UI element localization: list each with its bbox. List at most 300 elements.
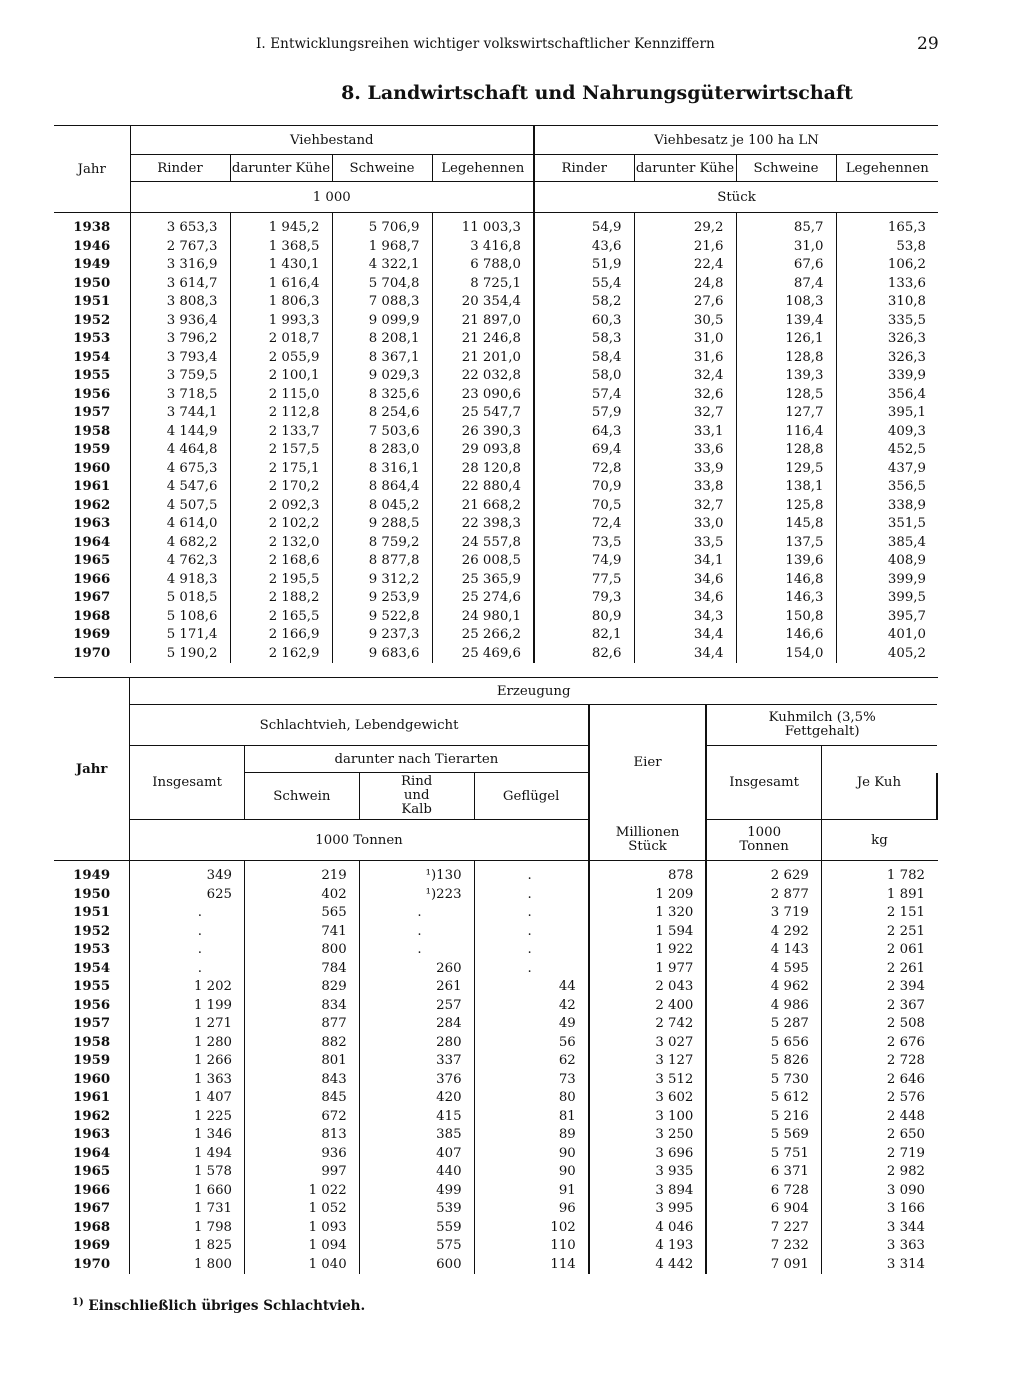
table-row: [54, 904, 938, 923]
value-cell: 33,0: [634, 515, 736, 534]
value-cell: 77,5: [534, 571, 634, 590]
value-cell: 452,5: [836, 441, 938, 460]
value-cell: 399,9: [836, 571, 938, 590]
value-cell: 2 168,6: [230, 552, 332, 571]
value-cell: 3 127: [589, 1052, 707, 1071]
value-cell: 74,9: [534, 552, 634, 571]
year-cell: 1949: [73, 257, 111, 272]
value-cell: 8 316,1: [332, 460, 432, 479]
table-row: [54, 423, 938, 442]
value-cell: 1 891: [821, 886, 937, 905]
value-cell: 3 936,4: [130, 312, 230, 331]
value-cell: 8 254,6: [332, 404, 432, 423]
year-cell: 1954: [73, 960, 111, 976]
col-header: Schweine: [736, 155, 836, 182]
value-cell: 116,4: [736, 423, 836, 442]
running-head: I. Entwicklungsreihen wichtiger volkswirtschaftlicher Kennziffern: [256, 36, 715, 52]
value-cell: .: [474, 904, 589, 923]
value-cell: 834: [245, 997, 360, 1016]
value-cell: 1 346: [130, 1126, 245, 1145]
value-cell: 8 877,8: [332, 552, 432, 571]
value-cell: 2 115,0: [230, 386, 332, 405]
value-cell: 408,9: [836, 552, 938, 571]
value-cell: 4 292: [706, 923, 821, 942]
value-cell: 5 706,9: [332, 219, 432, 238]
value-cell: 96: [474, 1200, 589, 1219]
value-cell: 3 314: [821, 1256, 937, 1275]
value-cell: 58,3: [534, 330, 634, 349]
value-cell: 1 052: [245, 1200, 360, 1219]
value-cell: 87,4: [736, 275, 836, 294]
value-cell: 89: [474, 1126, 589, 1145]
value-cell: 2 400: [589, 997, 707, 1016]
value-cell: 79,3: [534, 589, 634, 608]
value-cell: 145,8: [736, 515, 836, 534]
value-cell: 1 094: [245, 1237, 360, 1256]
value-cell: 67,6: [736, 256, 836, 275]
value-cell: 261: [359, 978, 474, 997]
value-cell: 409,3: [836, 423, 938, 442]
table-row: [54, 1052, 938, 1071]
value-cell: 3 793,4: [130, 349, 230, 368]
year-cell: 1950: [73, 275, 111, 291]
year-cell: 1962: [73, 1108, 111, 1124]
value-cell: 62: [474, 1052, 589, 1071]
footnote: [72, 1297, 365, 1314]
year-cell: 1963: [73, 516, 111, 531]
value-cell: 22 398,3: [432, 515, 534, 534]
value-cell: 24 980,1: [432, 608, 534, 627]
value-cell: 80: [474, 1089, 589, 1108]
table-row: [54, 1182, 938, 1201]
value-cell: 356,4: [836, 386, 938, 405]
table-row: [54, 293, 938, 312]
value-cell: 2 261: [821, 960, 937, 979]
value-cell: 114: [474, 1256, 589, 1275]
value-cell: 1 806,3: [230, 293, 332, 312]
value-cell: 4 507,5: [130, 497, 230, 516]
year-cell: 1961: [73, 479, 111, 494]
value-cell: 1 945,2: [230, 219, 332, 238]
unit-eier: Millionen Stück: [589, 820, 707, 861]
value-cell: .: [130, 941, 245, 960]
value-cell: 8 725,1: [432, 275, 534, 294]
value-cell: 82,1: [534, 626, 634, 645]
value-cell: 349: [130, 867, 245, 886]
value-cell: 1 825: [130, 1237, 245, 1256]
value-cell: 3 894: [589, 1182, 707, 1201]
year-cell: 1957: [73, 1016, 111, 1031]
group-kuhmilch: Kuhmilch (3,5% Fettgehalt): [706, 705, 937, 746]
year-cell: 1959: [73, 1053, 111, 1068]
value-cell: 44: [474, 978, 589, 997]
value-cell: 829: [245, 978, 360, 997]
value-cell: 6 904: [706, 1200, 821, 1219]
table-row: [54, 386, 938, 405]
value-cell: 2 646: [821, 1071, 937, 1090]
value-cell: 3 719: [706, 904, 821, 923]
value-cell: 1 199: [130, 997, 245, 1016]
value-cell: 2 132,0: [230, 534, 332, 553]
year-cell: 1962: [73, 497, 111, 513]
value-cell: 4 442: [589, 1256, 707, 1275]
value-cell: 25 274,6: [432, 589, 534, 608]
value-cell: 21 668,2: [432, 497, 534, 516]
year-cell: 1969: [73, 627, 111, 642]
value-cell: 2 055,9: [230, 349, 332, 368]
value-cell: 55,4: [534, 275, 634, 294]
value-cell: 5 018,5: [130, 589, 230, 608]
value-cell: 1 731: [130, 1200, 245, 1219]
production-table-body: [54, 861, 938, 1275]
value-cell: 1 922: [589, 941, 707, 960]
table-row: [54, 1237, 938, 1256]
year-cell: 1964: [73, 534, 111, 550]
value-cell: 4 682,2: [130, 534, 230, 553]
value-cell: 30,5: [634, 312, 736, 331]
value-cell: 2 394: [821, 978, 937, 997]
value-cell: 82,6: [534, 645, 634, 664]
value-cell: 29,2: [634, 219, 736, 238]
year-cell: 1946: [73, 238, 111, 254]
value-cell: 60,3: [534, 312, 634, 331]
value-cell: 437,9: [836, 460, 938, 479]
value-cell: 58,0: [534, 367, 634, 386]
year-cell: 1956: [73, 997, 111, 1013]
value-cell: 600: [359, 1256, 474, 1275]
value-cell: 25 266,2: [432, 626, 534, 645]
value-cell: 4 675,3: [130, 460, 230, 479]
value-cell: 4 962: [706, 978, 821, 997]
value-cell: 2 175,1: [230, 460, 332, 479]
value-cell: 5 287: [706, 1015, 821, 1034]
table-row: [54, 1015, 938, 1034]
year-cell: 1964: [73, 1145, 111, 1161]
value-cell: 31,6: [634, 349, 736, 368]
value-cell: 8 864,4: [332, 478, 432, 497]
value-cell: 843: [245, 1071, 360, 1090]
value-cell: .: [474, 941, 589, 960]
value-cell: 8 045,2: [332, 497, 432, 516]
value-cell: 34,1: [634, 552, 736, 571]
value-cell: 91: [474, 1182, 589, 1201]
value-cell: 3 796,2: [130, 330, 230, 349]
value-cell: 5 826: [706, 1052, 821, 1071]
value-cell: 49: [474, 1015, 589, 1034]
value-cell: 139,4: [736, 312, 836, 331]
value-cell: 4 144,9: [130, 423, 230, 442]
value-cell: 2 165,5: [230, 608, 332, 627]
value-cell: 3 027: [589, 1034, 707, 1053]
value-cell: 5 190,2: [130, 645, 230, 664]
value-cell: 326,3: [836, 349, 938, 368]
unit-right: Stück: [534, 182, 938, 213]
value-cell: 878: [589, 867, 707, 886]
table-row: [54, 589, 938, 608]
value-cell: 42: [474, 997, 589, 1016]
value-cell: 2 251: [821, 923, 937, 942]
value-cell: 559: [359, 1219, 474, 1238]
year-cell: 1970: [73, 1256, 111, 1272]
livestock-table: [54, 125, 938, 663]
eier-spacer: [937, 773, 938, 820]
value-cell: .: [359, 923, 474, 942]
value-cell: 440: [359, 1163, 474, 1182]
value-cell: 1 430,1: [230, 256, 332, 275]
value-cell: 9 288,5: [332, 515, 432, 534]
value-cell: 415: [359, 1108, 474, 1127]
value-cell: 3 363: [821, 1237, 937, 1256]
value-cell: 1 993,3: [230, 312, 332, 331]
value-cell: 165,3: [836, 219, 938, 238]
value-cell: 9 099,9: [332, 312, 432, 331]
value-cell: .: [474, 886, 589, 905]
value-cell: 6 728: [706, 1182, 821, 1201]
value-cell: 146,8: [736, 571, 836, 590]
value-cell: 70,5: [534, 497, 634, 516]
value-cell: 2 676: [821, 1034, 937, 1053]
value-cell: 26 390,3: [432, 423, 534, 442]
value-cell: 801: [245, 1052, 360, 1071]
value-cell: 2 102,2: [230, 515, 332, 534]
value-cell: 420: [359, 1089, 474, 1108]
value-cell: 7 091: [706, 1256, 821, 1275]
value-cell: 1 594: [589, 923, 707, 942]
unit-kg: kg: [821, 820, 937, 861]
value-cell: 219: [245, 867, 360, 886]
year-cell: 1959: [73, 442, 111, 457]
value-cell: 102: [474, 1219, 589, 1238]
value-cell: 32,7: [634, 497, 736, 516]
value-cell: 90: [474, 1163, 589, 1182]
value-cell: 2 162,9: [230, 645, 332, 664]
year-cell: 1949: [73, 868, 111, 883]
value-cell: 395,7: [836, 608, 938, 627]
value-cell: 2 170,2: [230, 478, 332, 497]
value-cell: 25 547,7: [432, 404, 534, 423]
value-cell: 22,4: [634, 256, 736, 275]
year-cell: 1951: [73, 905, 111, 920]
year-cell: 1956: [73, 386, 111, 402]
value-cell: 5 569: [706, 1126, 821, 1145]
page-number: 29: [917, 34, 939, 54]
value-cell: 32,4: [634, 367, 736, 386]
value-cell: 57,9: [534, 404, 634, 423]
col-schwein: Schwein: [245, 773, 360, 820]
value-cell: 6 788,0: [432, 256, 534, 275]
value-cell: 129,5: [736, 460, 836, 479]
year-cell: 1953: [73, 331, 111, 346]
production-table: [54, 677, 938, 1274]
value-cell: 34,4: [634, 645, 736, 664]
col-header: Rinder: [130, 155, 230, 182]
value-cell: 9 312,2: [332, 571, 432, 590]
value-cell: 741: [245, 923, 360, 942]
value-cell: 3 614,7: [130, 275, 230, 294]
value-cell: 339,9: [836, 367, 938, 386]
value-cell: 70,9: [534, 478, 634, 497]
value-cell: .: [130, 904, 245, 923]
value-cell: 2 576: [821, 1089, 937, 1108]
value-cell: 128,8: [736, 441, 836, 460]
value-cell: 9 029,3: [332, 367, 432, 386]
value-cell: 6 371: [706, 1163, 821, 1182]
year-cell: 1952: [73, 312, 111, 328]
value-cell: 22 880,4: [432, 478, 534, 497]
value-cell: 8 325,6: [332, 386, 432, 405]
value-cell: 936: [245, 1145, 360, 1164]
value-cell: ¹)130: [359, 867, 474, 886]
year-cell: 1966: [73, 571, 111, 587]
table-row: [54, 534, 938, 553]
value-cell: 150,8: [736, 608, 836, 627]
value-cell: 8 759,2: [332, 534, 432, 553]
value-cell: 28 120,8: [432, 460, 534, 479]
col-header: Rinder: [534, 155, 634, 182]
footnote-marker: 1): [72, 1297, 84, 1308]
year-cell: 1970: [73, 645, 111, 661]
value-cell: 1 320: [589, 904, 707, 923]
col-rind-und-kalb: Rind und Kalb: [359, 773, 474, 820]
table-row: [54, 645, 938, 664]
year-cell: 1967: [73, 590, 111, 605]
value-cell: 1 271: [130, 1015, 245, 1034]
value-cell: 2 157,5: [230, 441, 332, 460]
col-eier: Eier: [589, 705, 707, 820]
value-cell: 2 151: [821, 904, 937, 923]
value-cell: 5 612: [706, 1089, 821, 1108]
value-cell: 1 660: [130, 1182, 245, 1201]
value-cell: 2 133,7: [230, 423, 332, 442]
value-cell: 34,4: [634, 626, 736, 645]
value-cell: 146,3: [736, 589, 836, 608]
value-cell: 625: [130, 886, 245, 905]
col-header: darunter Kühe: [230, 155, 332, 182]
year-cell: 1950: [73, 886, 111, 902]
value-cell: 3 416,8: [432, 238, 534, 257]
value-cell: 1 363: [130, 1071, 245, 1090]
table-row: [54, 1145, 938, 1164]
value-cell: 21 246,8: [432, 330, 534, 349]
table-row: [54, 886, 938, 905]
year-cell: 1953: [73, 942, 111, 957]
value-cell: 2 043: [589, 978, 707, 997]
value-cell: 34,6: [634, 589, 736, 608]
value-cell: 2 112,8: [230, 404, 332, 423]
livestock-table-body: [54, 213, 938, 664]
value-cell: 3 718,5: [130, 386, 230, 405]
value-cell: 5 216: [706, 1108, 821, 1127]
value-cell: 4 143: [706, 941, 821, 960]
value-cell: 2 719: [821, 1145, 937, 1164]
value-cell: 80,9: [534, 608, 634, 627]
value-cell: 310,8: [836, 293, 938, 312]
value-cell: 2 092,3: [230, 497, 332, 516]
value-cell: 539: [359, 1200, 474, 1219]
value-cell: 2 367: [821, 997, 937, 1016]
value-cell: 3 100: [589, 1108, 707, 1127]
value-cell: 58,2: [534, 293, 634, 312]
table-row: [54, 460, 938, 479]
value-cell: 33,5: [634, 534, 736, 553]
value-cell: 4 986: [706, 997, 821, 1016]
value-cell: 1 968,7: [332, 238, 432, 257]
value-cell: 326,3: [836, 330, 938, 349]
year-cell: 1968: [73, 608, 111, 624]
value-cell: 8 367,1: [332, 349, 432, 368]
value-cell: 4 595: [706, 960, 821, 979]
value-cell: 997: [245, 1163, 360, 1182]
value-cell: 138,1: [736, 478, 836, 497]
value-cell: 20 354,4: [432, 293, 534, 312]
year-cell: 1951: [73, 294, 111, 309]
value-cell: 5 730: [706, 1071, 821, 1090]
value-cell: 2 100,1: [230, 367, 332, 386]
value-cell: 33,9: [634, 460, 736, 479]
value-cell: 1 022: [245, 1182, 360, 1201]
year-cell: 1954: [73, 349, 111, 365]
table-row: [54, 978, 938, 997]
value-cell: 3 166: [821, 1200, 937, 1219]
value-cell: 845: [245, 1089, 360, 1108]
value-cell: 31,0: [736, 238, 836, 257]
col-insgesamt: Insgesamt: [130, 746, 245, 820]
value-cell: 2 629: [706, 867, 821, 886]
value-cell: 3 316,9: [130, 256, 230, 275]
value-cell: 56: [474, 1034, 589, 1053]
value-cell: 11 003,3: [432, 219, 534, 238]
value-cell: 3 995: [589, 1200, 707, 1219]
value-cell: 800: [245, 941, 360, 960]
value-cell: 337: [359, 1052, 474, 1071]
value-cell: 1 266: [130, 1052, 245, 1071]
value-cell: 2 188,2: [230, 589, 332, 608]
value-cell: 7 503,6: [332, 423, 432, 442]
value-cell: 23 090,6: [432, 386, 534, 405]
value-cell: 26 008,5: [432, 552, 534, 571]
value-cell: 575: [359, 1237, 474, 1256]
unit-left: 1 000: [130, 182, 534, 213]
value-cell: 90: [474, 1145, 589, 1164]
value-cell: 2 448: [821, 1108, 937, 1127]
value-cell: 24,8: [634, 275, 736, 294]
table-row: [54, 349, 938, 368]
value-cell: 9 253,9: [332, 589, 432, 608]
value-cell: 5 751: [706, 1145, 821, 1164]
value-cell: 3 935: [589, 1163, 707, 1182]
value-cell: 81: [474, 1108, 589, 1127]
value-cell: 108,3: [736, 293, 836, 312]
value-cell: 1 209: [589, 886, 707, 905]
value-cell: 137,5: [736, 534, 836, 553]
value-cell: 3 090: [821, 1182, 937, 1201]
value-cell: 882: [245, 1034, 360, 1053]
value-cell: .: [474, 960, 589, 979]
value-cell: 2 166,9: [230, 626, 332, 645]
value-cell: 5 108,6: [130, 608, 230, 627]
value-cell: 7 232: [706, 1237, 821, 1256]
value-cell: 385,4: [836, 534, 938, 553]
value-cell: 73,5: [534, 534, 634, 553]
year-cell: 1968: [73, 1219, 111, 1235]
value-cell: 4 547,6: [130, 478, 230, 497]
value-cell: 3 653,3: [130, 219, 230, 238]
value-cell: 51,9: [534, 256, 634, 275]
unit-milch: 1000 Tonnen: [706, 820, 821, 861]
table-row: [54, 997, 938, 1016]
value-cell: 33,6: [634, 441, 736, 460]
value-cell: 1 093: [245, 1219, 360, 1238]
